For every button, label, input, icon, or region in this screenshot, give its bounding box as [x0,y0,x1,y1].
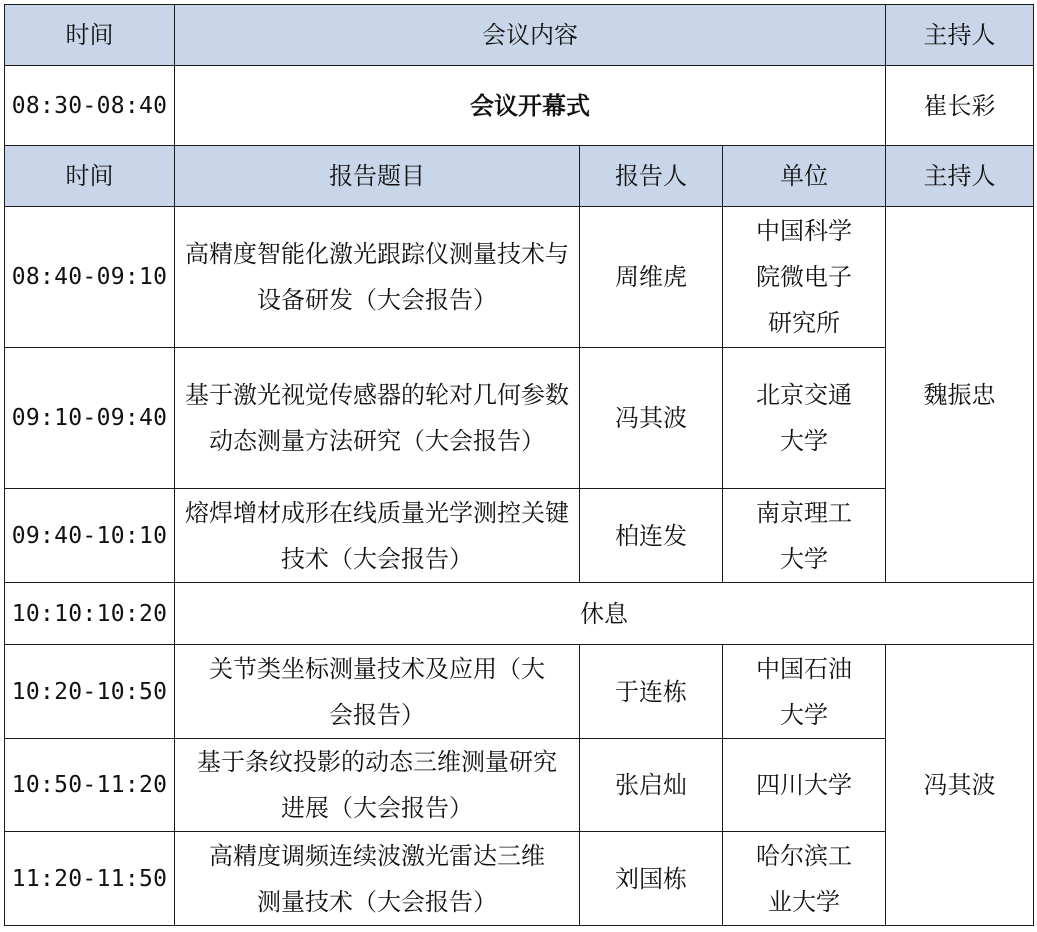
talk-speaker: 刘国栋 [580,832,723,926]
break-label: 休息 [175,583,1034,645]
talk-topic: 基于激光视觉传感器的轮对几何参数动态测量方法研究（大会报告） [175,348,580,489]
header-topic: 报告题目 [175,146,580,207]
talk-topic: 高精度调频连续波激光雷达三维测量技术（大会报告） [175,832,580,926]
talk-speaker: 张启灿 [580,739,723,832]
talk-speaker: 柏连发 [580,489,723,583]
table-row [5,832,1034,926]
header-row-1 [5,5,1034,66]
talk-time: 10:50-11:20 [5,739,175,832]
talk-time: 09:40-10:10 [5,489,175,583]
header-speaker: 报告人 [580,146,723,207]
talk-time: 10:20-10:50 [5,645,175,739]
header-host-2: 主持人 [886,146,1034,207]
session1-host: 魏振忠 [886,207,1034,583]
talk-unit: 四川大学 [723,739,886,832]
table-row [5,489,1034,583]
opening-host: 崔长彩 [886,66,1034,146]
talk-speaker: 冯其波 [580,348,723,489]
table-row [5,739,1034,832]
conference-schedule-table [4,4,1034,926]
talk-unit: 中国科学院微电子研究所 [723,207,886,348]
table-row [5,348,1034,489]
talk-time: 08:40-09:10 [5,207,175,348]
table-row [5,645,1034,739]
header-content: 会议内容 [175,5,886,66]
talk-topic: 熔焊增材成形在线质量光学测控关键技术（大会报告） [175,489,580,583]
opening-title: 会议开幕式 [175,66,886,146]
talk-unit: 中国石油大学 [723,645,886,739]
break-row [5,583,1034,645]
talk-topic: 高精度智能化激光跟踪仪测量技术与设备研发（大会报告） [175,207,580,348]
talk-unit: 哈尔滨工业大学 [723,832,886,926]
table-row [5,207,1034,348]
header-unit: 单位 [723,146,886,207]
talk-topic: 基于条纹投影的动态三维测量研究进展（大会报告） [175,739,580,832]
header-time-2: 时间 [5,146,175,207]
talk-unit: 南京理工大学 [723,489,886,583]
talk-time: 11:20-11:50 [5,832,175,926]
opening-time: 08:30-08:40 [5,66,175,146]
opening-row [5,66,1034,146]
talk-time: 09:10-09:40 [5,348,175,489]
talk-topic: 关节类坐标测量技术及应用（大会报告） [175,645,580,739]
break-time: 10:10:10:20 [5,583,175,645]
talk-speaker: 周维虎 [580,207,723,348]
session2-host: 冯其波 [886,645,1034,926]
header-time: 时间 [5,5,175,66]
talk-speaker: 于连栋 [580,645,723,739]
talk-unit: 北京交通大学 [723,348,886,489]
header-host: 主持人 [886,5,1034,66]
header-row-2 [5,146,1034,207]
